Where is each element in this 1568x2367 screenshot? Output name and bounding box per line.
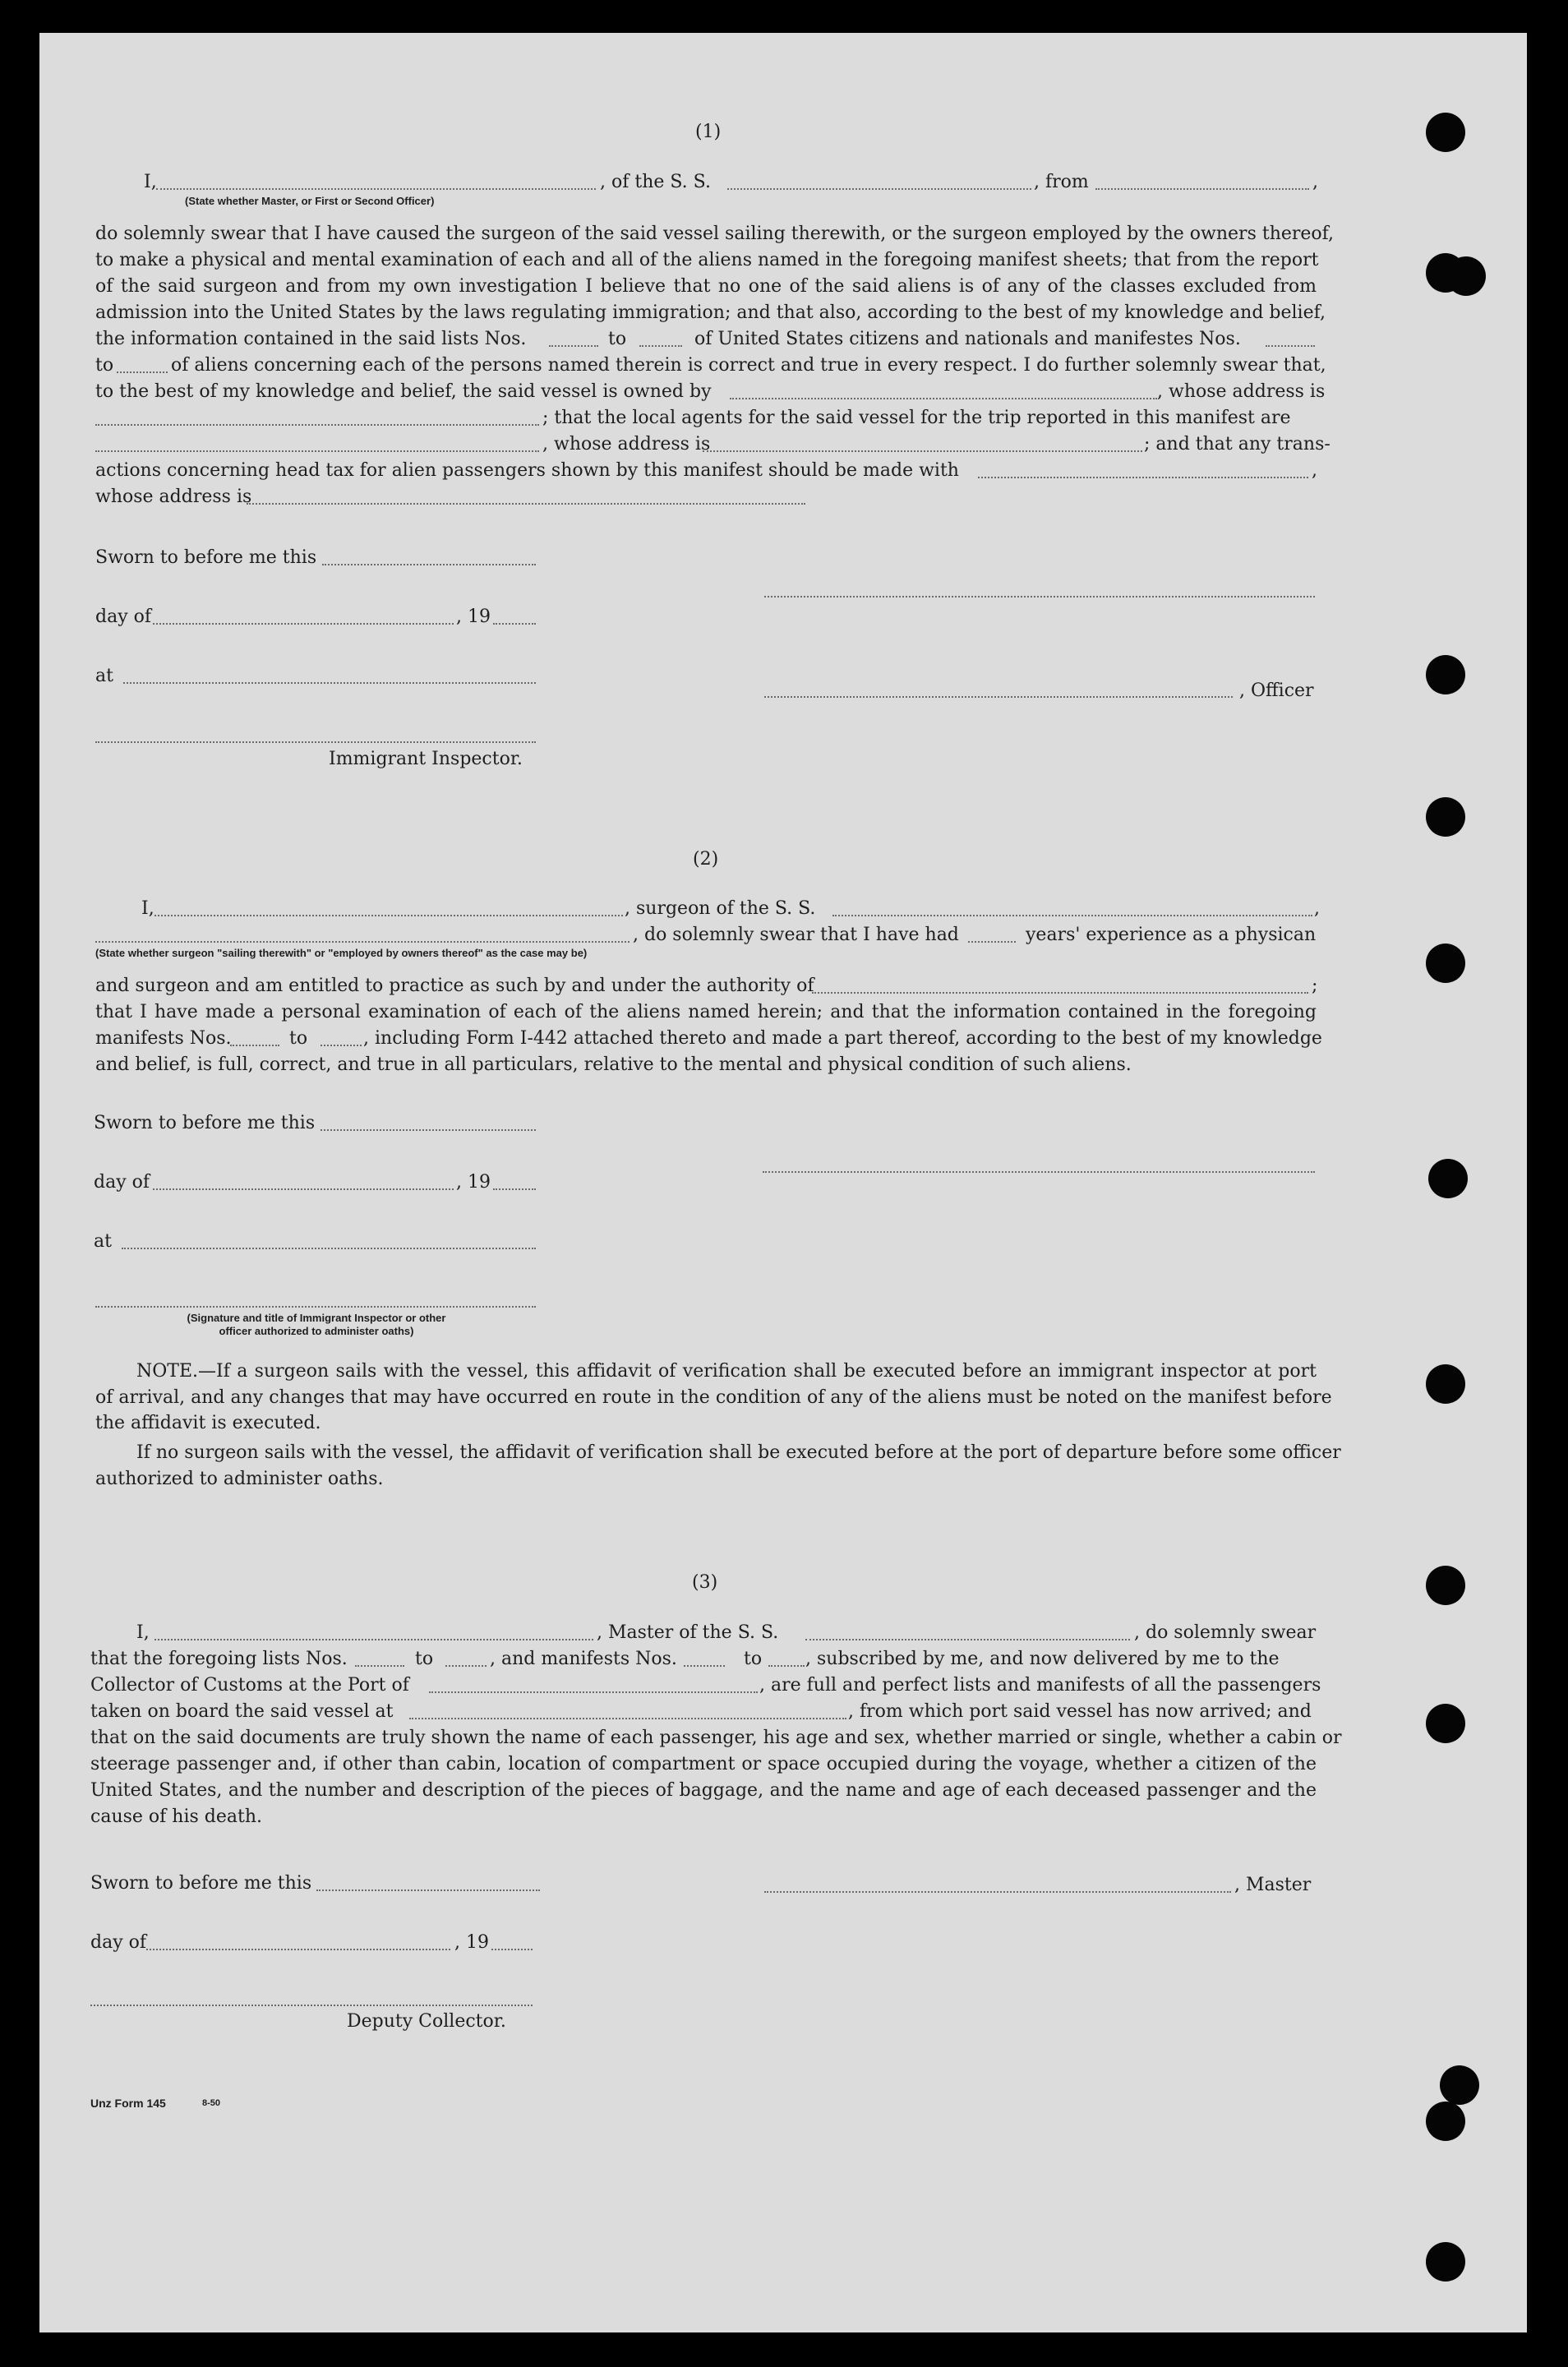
surgeon-status-field[interactable] xyxy=(95,941,630,943)
owner-field[interactable] xyxy=(730,398,1157,399)
label-lists-nos: that the foregoing lists Nos. xyxy=(90,1649,348,1669)
label-19: , 19 xyxy=(456,607,491,627)
officer-caption: (State whether Master, or First or Second Officer) xyxy=(185,195,435,207)
label-whose-address: , whose address is xyxy=(1157,381,1326,402)
paragraph-line: of aliens concerning each of the persons named therein is correct and true in every respect. I do further solemnly swear that, xyxy=(171,355,1326,376)
owner-address-field[interactable] xyxy=(95,424,539,426)
label-local-agents: ; that the local agents for the said vessel for the trip reported in this manifest are xyxy=(542,408,1291,428)
note-line: NOTE.—If a surgeon sails with the vessel, this affidavit of verification shall be executed before an immigrant inspector at port xyxy=(136,1361,1317,1382)
label-master-of-ss: , Master of the S. S. xyxy=(597,1622,779,1643)
label-taken-on-board: taken on board the said vessel at xyxy=(90,1701,394,1722)
label-head-tax: actions concerning head tax for alien passengers shown by this manifest should be made with xyxy=(95,460,959,481)
head-tax-field[interactable] xyxy=(978,477,1308,478)
lists-to-field[interactable] xyxy=(639,345,682,347)
signature-caption-line: officer authorized to administer oaths) xyxy=(219,1325,414,1337)
taken-at-field[interactable] xyxy=(409,1718,846,1719)
surgeon-name-field[interactable] xyxy=(154,915,623,916)
label-at: at xyxy=(95,666,113,686)
year-field[interactable] xyxy=(493,1188,536,1190)
agents-field[interactable] xyxy=(95,450,539,452)
paragraph-line: that on the said documents are truly shown the name of each passenger, his age and sex, whether married or single, whether a cabin or xyxy=(90,1728,1342,1748)
surgeon-signature-line[interactable] xyxy=(763,1171,1315,1173)
label-19: , 19 xyxy=(456,1172,491,1193)
label-years-experience: years' experience as a physican xyxy=(1026,925,1317,945)
signature-caption-line: (Signature and title of Immigrant Inspector or other xyxy=(187,1312,446,1324)
sworn-date-field[interactable] xyxy=(316,1889,540,1891)
note-line: authorized to administer oaths. xyxy=(95,1469,384,1489)
paragraph-line: steerage passenger and, if other than cabin, location of compartment or space occupied during the voyage, whether a citizen of the xyxy=(90,1754,1317,1774)
paragraph-line: to make a physical and mental examination of each and all of the aliens named in the foregoing manifest sheets; that from the report xyxy=(95,250,1319,270)
label-i: I, xyxy=(141,898,154,919)
from-port-field[interactable] xyxy=(1095,188,1309,190)
at-field[interactable] xyxy=(122,1248,536,1249)
surgeon-caption: (State whether surgeon "sailing therewith" or "employed by owners thereof" as the case may be) xyxy=(95,947,588,959)
year-field[interactable] xyxy=(491,1949,533,1950)
label-whose-address: whose address is xyxy=(95,487,252,507)
manifests-from-field[interactable] xyxy=(684,1665,725,1667)
officer-signature-field[interactable] xyxy=(764,696,1233,698)
paragraph-line: , subscribed by me, and now delivered by me to the xyxy=(805,1649,1280,1669)
day-of-field[interactable] xyxy=(153,1188,454,1190)
manifests-to-field[interactable] xyxy=(117,371,168,373)
port-field[interactable] xyxy=(429,1691,758,1693)
paragraph-line: and belief, is full, correct, and true in all particulars, relative to the mental and physical condition of such aliens. xyxy=(95,1054,1132,1075)
sworn-date-field[interactable] xyxy=(322,564,536,565)
label-manifests-nos: , and manifests Nos. xyxy=(490,1649,677,1669)
label-of-the-ss: , of the S. S. xyxy=(600,172,711,192)
comma: , xyxy=(1314,898,1320,919)
label-owned-by: to the best of my knowledge and belief, the said vessel is owned by xyxy=(95,381,712,402)
at-field[interactable] xyxy=(123,682,536,684)
label-day-of: day of xyxy=(90,1932,147,1953)
head-tax-address-field[interactable] xyxy=(247,503,805,505)
year-field[interactable] xyxy=(493,623,536,625)
note-line: of arrival, and any changes that may have occurred en route in the condition of any of the aliens must be noted on the manifest before xyxy=(95,1387,1332,1408)
paragraph-line: , are full and perfect lists and manifests of all the passengers xyxy=(759,1675,1321,1696)
label-from: , from xyxy=(1034,172,1089,192)
label-authority: and surgeon and am entitled to practice as such by and under the authority of xyxy=(95,976,814,996)
paragraph-line: that I have made a personal examination of each of the aliens named herein; and that the information contained in the foregoing xyxy=(95,1002,1317,1022)
note-line: the affidavit is executed. xyxy=(95,1413,321,1433)
label-sworn: Sworn to before me this xyxy=(94,1113,316,1133)
punch-hole xyxy=(1428,1159,1468,1198)
punch-hole xyxy=(1426,2102,1465,2141)
authority-field[interactable] xyxy=(812,992,1308,994)
comma: , xyxy=(1312,172,1318,192)
signature-line[interactable] xyxy=(764,596,1315,598)
punch-hole xyxy=(1440,2065,1479,2105)
label-master: , Master xyxy=(1234,1875,1312,1895)
master-name-field[interactable] xyxy=(156,188,596,190)
label-citizens: of United States citizens and nationals and manifestes Nos. xyxy=(694,329,1241,349)
label-sworn: Sworn to before me this xyxy=(95,547,317,568)
semicolon: ; xyxy=(1312,976,1318,996)
label-i: I, xyxy=(144,172,157,192)
manifests-from-field[interactable] xyxy=(1266,345,1315,347)
signature-caption xyxy=(123,1312,510,1338)
label-at: at xyxy=(94,1231,112,1252)
day-of-field[interactable] xyxy=(146,1949,450,1950)
manifests-from-field[interactable] xyxy=(230,1045,279,1046)
label-manifests-nos: manifests Nos. xyxy=(95,1028,232,1049)
manifests-to-field[interactable] xyxy=(321,1045,362,1046)
paragraph-line: cause of his death. xyxy=(90,1806,262,1827)
label-deputy-collector: Deputy Collector. xyxy=(347,2011,506,2032)
lists-from-field[interactable] xyxy=(549,345,598,347)
punch-hole xyxy=(1426,797,1465,837)
inspector-signature-field[interactable] xyxy=(95,1306,536,1308)
agents-address-field[interactable] xyxy=(703,450,1142,452)
label-i: I, xyxy=(136,1622,150,1643)
paragraph-line: , from which port said vessel has now arrived; and xyxy=(848,1701,1312,1722)
label-solemnly-swear: , do solemnly swear that I have had xyxy=(633,925,959,945)
lists-to-field[interactable] xyxy=(445,1665,487,1667)
label-day-of: day of xyxy=(95,607,152,627)
ship-name-field[interactable] xyxy=(727,188,1031,190)
lists-from-field[interactable] xyxy=(355,1665,404,1667)
paragraph-line: admission into the United States by the laws regulating immigration; and that also, according to the best of my knowledge and belief, xyxy=(95,302,1326,323)
comma: , xyxy=(1312,460,1317,481)
note-line: If no surgeon sails with the vessel, the affidavit of verification shall be executed before at the port of departure before some officer xyxy=(136,1442,1341,1463)
label-immigrant-inspector: Immigrant Inspector. xyxy=(329,749,523,769)
punch-hole xyxy=(1426,1364,1465,1404)
form-id: Unz Form 145 xyxy=(90,2097,166,2110)
section-number: (2) xyxy=(693,849,719,870)
label-to: to xyxy=(744,1649,763,1669)
affidavit-form-page xyxy=(39,33,1527,2332)
label-to: to xyxy=(95,355,114,376)
manifests-to-field[interactable] xyxy=(768,1665,805,1667)
label-collector: Collector of Customs at the Port of xyxy=(90,1675,409,1696)
inspector-signature-field[interactable] xyxy=(95,741,536,743)
form-code: 8-50 xyxy=(202,2098,221,2108)
master-name-field[interactable] xyxy=(154,1639,593,1640)
paragraph-line: , including Form I-442 attached thereto and made a part thereof, according to the best of my knowledge xyxy=(363,1028,1322,1049)
punch-hole xyxy=(1426,655,1465,694)
label-lists-nos: the information contained in the said lists Nos. xyxy=(95,329,527,349)
label-to: to xyxy=(415,1649,434,1669)
paragraph-line: do solemnly swear that I have caused the surgeon of the said vessel sailing therewith, or the surgeon employed by the owners thereof, xyxy=(95,224,1335,244)
label-whose-address: , whose address is xyxy=(542,434,711,454)
punch-hole xyxy=(1426,944,1465,983)
years-field[interactable] xyxy=(968,941,1016,943)
label-officer: , Officer xyxy=(1239,681,1314,701)
label-to: to xyxy=(608,329,627,349)
sworn-date-field[interactable] xyxy=(321,1129,536,1131)
paragraph-line: United States, and the number and description of the pieces of baggage, and the name and age of each deceased passenger and the xyxy=(90,1780,1317,1801)
ship-name-field[interactable] xyxy=(805,1639,1130,1640)
label-day-of: day of xyxy=(94,1172,150,1193)
label-19: , 19 xyxy=(454,1932,489,1953)
punch-hole xyxy=(1426,1566,1465,1605)
section-number: (3) xyxy=(692,1572,718,1593)
day-of-field[interactable] xyxy=(153,623,454,625)
label-any-trans: ; and that any trans- xyxy=(1144,434,1330,454)
master-signature-field[interactable] xyxy=(764,1891,1231,1893)
collector-signature-field[interactable] xyxy=(90,2005,533,2006)
ship-name-field[interactable] xyxy=(832,915,1312,916)
label-surgeon-of-ss: , surgeon of the S. S. xyxy=(625,898,816,919)
punch-hole xyxy=(1446,256,1486,296)
punch-hole xyxy=(1426,2242,1465,2282)
label-solemnly-swear: , do solemnly swear xyxy=(1134,1622,1317,1643)
punch-hole xyxy=(1426,1704,1465,1743)
label-sworn: Sworn to before me this xyxy=(90,1873,312,1894)
section-number: (1) xyxy=(695,122,722,142)
paragraph-line: of the said surgeon and from my own investigation I believe that no one of the said aliens is of any of the classes excluded from xyxy=(95,276,1317,297)
label-to: to xyxy=(289,1028,308,1049)
punch-hole xyxy=(1426,113,1465,152)
